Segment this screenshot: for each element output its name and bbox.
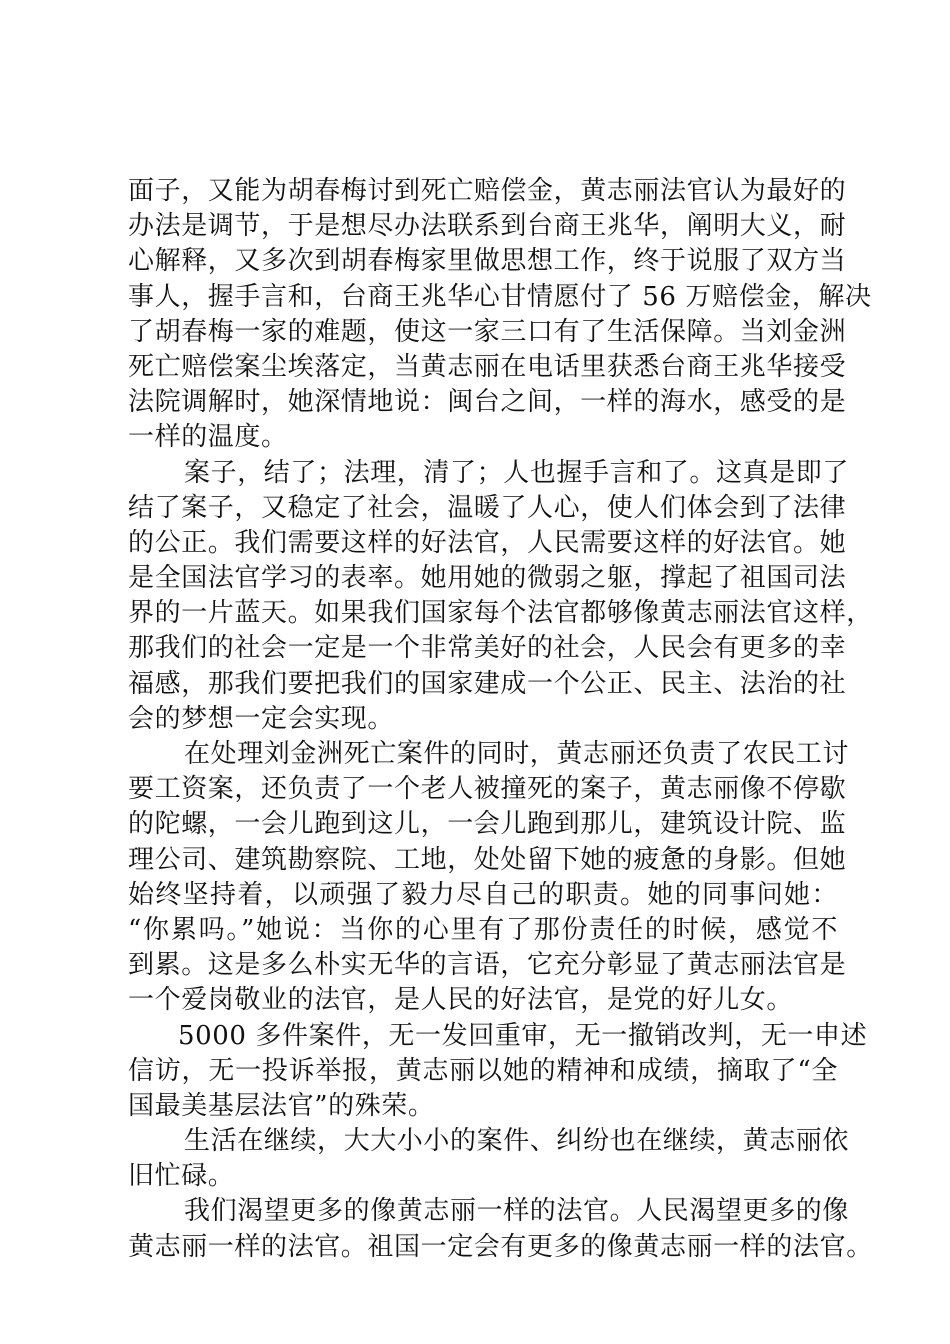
text-line: “你累吗。”她说：当你的心里有了那份责任的时候，感觉不 <box>128 914 838 945</box>
text-line: 的陀螺，一会儿跑到这儿，一会儿跑到那儿，建筑设计院、监 <box>128 809 847 840</box>
paragraph <box>128 1019 868 1125</box>
text-line: 心解释，又多次到胡春梅家里做思想工作，终于说服了双方当 <box>128 246 847 277</box>
text-line: 福感，那我们要把我们的国家建成一个公正、民主、法治的社 <box>128 668 847 699</box>
text-line: 生活在继续，大大小小的案件、纠纷也在继续，黄志丽依 <box>184 1126 850 1157</box>
text-line: 始终坚持着，以顽强了毅力尽自己的职责。她的同事问她： <box>128 879 838 910</box>
text-line: 是全国法官学习的表率。她用她的微弱之躯，撑起了祖国司法 <box>128 563 847 594</box>
text-line: 结了案子，又稳定了社会，温暖了人心，使人们体会到了法律 <box>128 492 847 523</box>
paragraph <box>128 1124 850 1194</box>
paragraph <box>128 456 873 738</box>
text-line: 界的一片蓝天。如果我们国家每个法官都够像黄志丽法官这样， <box>128 598 873 629</box>
text-line: 黄志丽一样的法官。祖国一定会有更多的像黄志丽一样的法官。 <box>128 1231 873 1262</box>
text-line: 我们渴望更多的像黄志丽一样的法官。人民渴望更多的像 <box>184 1196 850 1227</box>
text-line: 那我们的社会一定是一个非常美好的社会，人民会有更多的幸 <box>128 633 847 664</box>
text-line: 的公正。我们需要这样的好法官，人民需要这样的好法官。她 <box>128 527 847 558</box>
paragraph <box>128 1194 873 1264</box>
text-line: 理公司、建筑勘察院、工地，处处留下她的疲惫的身影。但她 <box>128 844 847 875</box>
text-line: 了胡春梅一家的难题，使这一家三口有了生活保障。当刘金洲 <box>128 316 847 347</box>
text-line: 死亡赔偿案尘埃落定，当黄志丽在电话里获悉台商王兆华接受 <box>128 351 847 382</box>
body-text <box>128 174 873 1265</box>
text-line: 5000 多件案件，无一发回重审，无一撤销改判，无一申述 <box>178 1020 868 1051</box>
text-line: 旧忙碌。 <box>128 1161 235 1192</box>
text-line: 会的梦想一定会实现。 <box>128 703 395 734</box>
text-line: 案子，结了；法理，清了；人也握手言和了。这真是即了 <box>184 457 850 488</box>
text-line: 面子，又能为胡春梅讨到死亡赔偿金，黄志丽法官认为最好的 <box>128 176 847 206</box>
text-line: 事人，握手言和，台商王兆华心甘情愿付了 56 万赔偿金，解决 <box>128 281 872 312</box>
text-line: 法院调解时，她深情地说：闽台之间，一样的海水，感受的是 <box>128 387 847 418</box>
text-line: 一样的温度。 <box>128 422 288 453</box>
paragraph <box>128 174 872 456</box>
text-line: 到累。这是多么朴实无华的言语，它充分彰显了黄志丽法官是 <box>128 950 847 981</box>
text-line: 在处理刘金洲死亡案件的同时，黄志丽还负责了农民工讨 <box>184 739 850 769</box>
text-line: 要工资案，还负责了一个老人被撞死的案子，黄志丽像不停歇 <box>128 774 847 805</box>
text-line: 一个爱岗敬业的法官，是人民的好法官，是党的好儿女。 <box>128 985 794 1016</box>
text-line: 国最美基层法官”的殊荣。 <box>128 1090 435 1121</box>
paragraph <box>128 737 850 1019</box>
text-line: 办法是调节，于是想尽办法联系到台商王兆华，阐明大义，耐 <box>128 211 847 242</box>
text-line: 信访，无一投诉举报，黄志丽以她的精神和成绩，摘取了“全 <box>128 1055 838 1086</box>
